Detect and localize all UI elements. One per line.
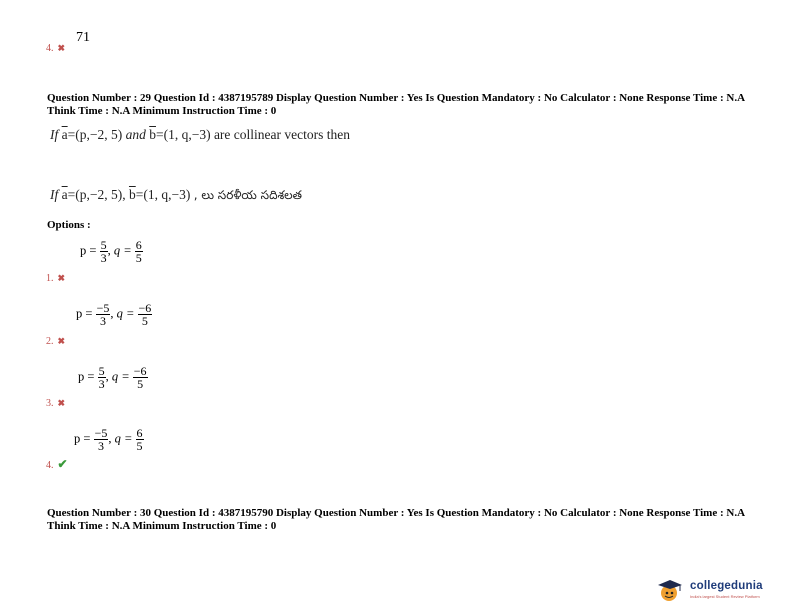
option-number: 2. xyxy=(46,336,54,347)
option-3-content[interactable]: p = $\frac{5}{3}$ , q = $\frac{-6}{5}$ xyxy=(78,364,147,391)
option-1-marker[interactable] xyxy=(46,268,65,286)
question-30-meta: Question Number : 30 Question Id : 4387195790 Display Question Number : Yes Is Question Mandatory : No Calculator : None Response Time : N.A Think Time : N.A Minimum Instruction Time : 0 xyxy=(47,507,745,532)
option-3-marker[interactable] xyxy=(46,393,65,411)
q-fraction: $\frac{6}{5}$ xyxy=(136,426,143,453)
vector-b-value: =(1, q,−3) xyxy=(135,187,191,202)
options-label: Options : xyxy=(47,219,91,231)
p-fraction: $\frac{5}{3}$ xyxy=(100,238,107,265)
question-29-english xyxy=(50,127,350,143)
prev-option-4 xyxy=(46,38,65,56)
p-label: p = xyxy=(74,431,91,446)
option-number: 4. xyxy=(46,43,54,54)
logo-wordmark: collegedunia xyxy=(690,580,763,592)
p-fraction: $\frac{-5}{3}$ xyxy=(94,426,108,453)
p-label: p = xyxy=(80,243,97,258)
check-icon: ✔ xyxy=(57,457,68,471)
option-number: 3. xyxy=(46,398,54,409)
option-number: 1. xyxy=(46,273,54,284)
q-label: q = xyxy=(111,369,130,384)
graduation-cap-icon xyxy=(656,579,690,603)
and-word: and xyxy=(125,127,146,142)
option-1-content[interactable]: p = $\frac{5}{3}$ , q = $\frac{6}{5}$ xyxy=(80,238,142,265)
vector-a: $\overline{a}$ xyxy=(61,127,68,142)
q-label: q = xyxy=(114,431,133,446)
p-fraction: $\frac{5}{3}$ xyxy=(98,364,105,391)
cross-icon: ✖ xyxy=(57,398,66,408)
q-label: q = xyxy=(113,243,132,258)
q-label: q = xyxy=(116,306,135,321)
question-29-telugu xyxy=(50,187,302,205)
vector-b-value: =(1, q,−3) xyxy=(155,127,211,142)
question-rest: are collinear vectors then xyxy=(213,127,350,142)
option-4-marker[interactable] xyxy=(46,455,68,473)
logo-tagline: India's largest Student Review Platform xyxy=(690,594,760,599)
option-2-content[interactable]: p = $\frac{-5}{3}$ , q = $\frac{-6}{5}$ xyxy=(76,301,152,328)
cross-icon: ✖ xyxy=(57,336,66,346)
question-29-meta: Question Number : 29 Question Id : 4387195789 Display Question Number : Yes Is Question Mandatory : No Calculator : None Response Time : N.A Think Time : N.A Minimum Instruction Time : 0 xyxy=(47,92,745,117)
p-fraction: $\frac{-5}{3}$ xyxy=(96,301,110,328)
vector-a: $\overline{a}$ xyxy=(61,187,68,202)
vector-b: $\overline{b}$ xyxy=(149,127,156,142)
if-word: If xyxy=(50,187,59,202)
q-fraction: $\frac{6}{5}$ xyxy=(135,238,142,265)
option-2-marker[interactable] xyxy=(46,331,65,349)
option-4-content[interactable]: p = $\frac{-5}{3}$ , q = $\frac{6}{5}$ xyxy=(74,426,143,453)
q-fraction: $\frac{-6}{5}$ xyxy=(133,364,147,391)
q-fraction: $\frac{-6}{5}$ xyxy=(138,301,152,328)
vector-b: $\overline{b}$ xyxy=(128,187,136,202)
vector-a-value: =(p,−2, 5) xyxy=(67,127,123,142)
telugu-text: , లు సరళీయ సదిశలత xyxy=(193,188,303,202)
cross-icon: ✖ xyxy=(57,273,66,283)
p-label: p = xyxy=(78,369,95,384)
collegedunia-logo xyxy=(656,578,788,604)
prev-answer-value: 71 xyxy=(76,30,90,45)
option-number: 4. xyxy=(46,460,54,471)
p-label: p = xyxy=(76,306,93,321)
if-word: If xyxy=(50,127,59,142)
vector-a-value: =(p,−2, 5), xyxy=(67,187,126,202)
cross-icon: ✖ xyxy=(57,43,66,53)
